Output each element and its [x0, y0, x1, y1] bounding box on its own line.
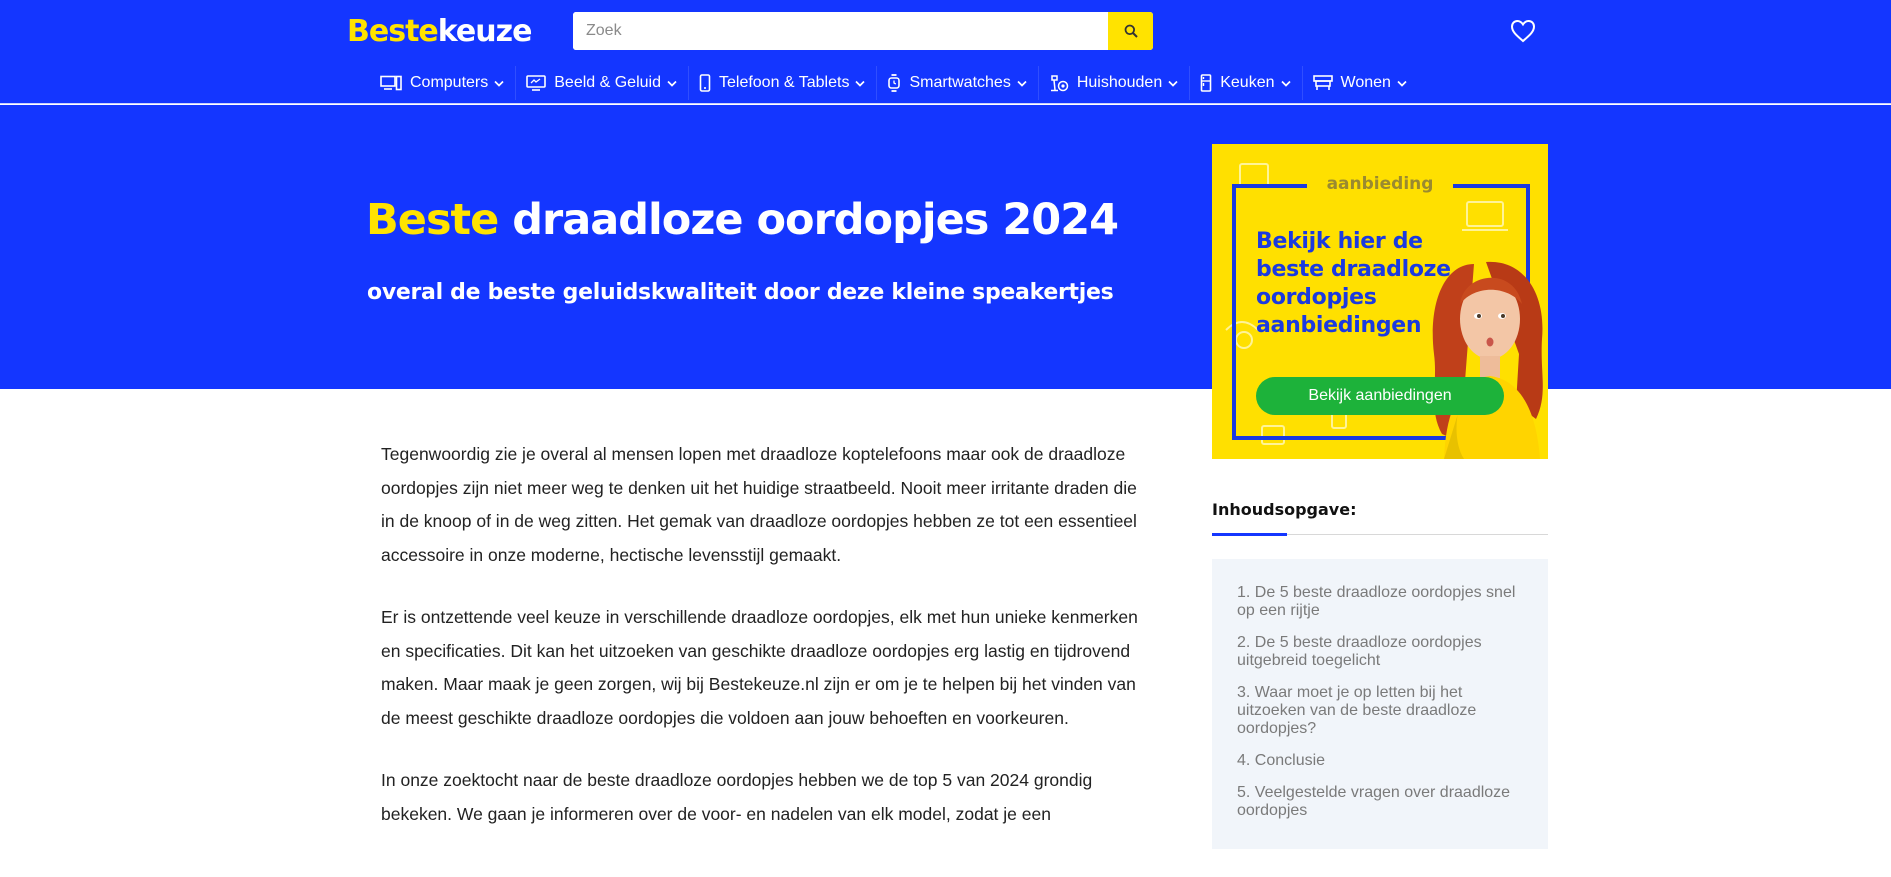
nav-label: Keuken [1220, 74, 1275, 91]
title-rest: draadloze oordopjes 2024 [512, 195, 1119, 245]
nav-label: Huishouden [1076, 74, 1163, 91]
nav-item-computers[interactable] [370, 66, 516, 100]
table-of-contents [1212, 559, 1548, 849]
logo-part-keuze: keuze [437, 14, 532, 49]
chevron-down-icon [1168, 80, 1178, 87]
nav-label: Wonen [1340, 74, 1391, 91]
page-subtitle: overal de beste geluidskwaliteit door deze kleine speakertjes [367, 280, 1114, 305]
search-bar [573, 12, 1153, 50]
toc-link[interactable]: 2. De 5 beste draadloze oordopjes uitgebreid toegelicht [1237, 634, 1482, 669]
search-icon [1124, 24, 1138, 38]
nav-item-beeld-geluid[interactable] [516, 66, 689, 100]
toc-link[interactable]: 3. Waar moet je op letten bij het uitzoeken van de beste draadloze oordopjes? [1237, 684, 1477, 737]
logo-part-beste: Beste [347, 14, 438, 49]
computer-icon [380, 75, 402, 91]
nav-label: Telefoon & Tablets [718, 74, 850, 91]
site-logo[interactable] [347, 14, 531, 50]
phone-icon [699, 74, 711, 92]
toc-link[interactable]: 1. De 5 beste draadloze oordopjes snel op een rijtje [1237, 584, 1516, 619]
chevron-down-icon [1397, 80, 1407, 87]
chevron-down-icon [855, 80, 865, 87]
household-icon [1049, 74, 1069, 92]
ad-tag-label: aanbieding [1307, 174, 1454, 194]
nav-item-keuken[interactable] [1190, 66, 1302, 100]
view-deals-button[interactable]: Bekijk aanbiedingen [1256, 377, 1504, 415]
nav-label: Beeld & Geluid [554, 74, 661, 91]
site-header [0, 0, 1891, 104]
heart-icon[interactable] [1510, 19, 1536, 43]
page-title [366, 195, 1118, 245]
main-nav [370, 66, 1418, 100]
nav-label: Computers [410, 74, 489, 91]
chevron-down-icon [667, 80, 677, 87]
article-paragraph: In onze zoektocht naar de beste draadloze oordopjes hebben we de top 5 van 2024 grondig bekeken. We gaan je informeren over de voor- en nadelen van elk model, zodat je een [381, 770, 1093, 824]
deals-ad-banner[interactable] [1212, 144, 1548, 459]
toc-link[interactable]: 4. Conclusie [1237, 752, 1326, 769]
ad-headline: Bekijk hier de beste draadloze oordopjes aanbiedingen [1256, 229, 1451, 338]
chevron-down-icon [494, 80, 504, 87]
toc-heading: Inhoudsopgave: [1212, 500, 1357, 519]
ad-tag [1212, 174, 1548, 194]
tv-icon [526, 75, 546, 91]
nav-item-smartwatches[interactable] [877, 66, 1038, 100]
nav-item-huishouden[interactable] [1039, 66, 1190, 100]
article-body [381, 438, 1155, 860]
chevron-down-icon [1017, 80, 1027, 87]
nav-item-wonen[interactable] [1303, 66, 1418, 100]
furniture-icon [1313, 75, 1333, 91]
woman-photo-icon [1424, 244, 1548, 459]
article-paragraph: Er is ontzettende veel keuze in verschillende draadloze oordopjes, elk met hun unieke kenmerken en specificaties. Dit kan het uitzoeken van geschikte draadloze oordopjes erg lastig en tijdrovend maken. Maar maak je geen zorgen, wij bij Bestekeuze.nl zijn er om je te helpen bij het vinden van de meest geschikte draadloze oordopjes die voldoen aan jouw behoeften en voorkeuren. [381, 607, 1138, 728]
fridge-icon [1200, 74, 1212, 92]
hero-banner [0, 105, 1891, 389]
watch-icon [887, 74, 901, 92]
article-paragraph: Tegenwoordig zie je overal al mensen lopen met draadloze koptelefoons maar ook de draadloze oordopjes zijn niet meer weg te denken uit het huidige straatbeeld. Nooit meer irritante draden die in de knoop of in de weg zitten. Het gemak van draadloze oordopjes hebben ze tot een essentieel accessoire in onze moderne, hectische levensstijl gemaakt. [381, 444, 1137, 565]
nav-label: Smartwatches [909, 74, 1011, 91]
search-input[interactable] [573, 12, 1108, 50]
chevron-down-icon [1281, 80, 1291, 87]
toc-link[interactable]: 5. Veelgestelde vragen over draadloze oordopjes [1237, 784, 1511, 819]
title-highlight: Beste [366, 195, 499, 245]
nav-item-telefoon-tablets[interactable] [689, 66, 877, 100]
search-button[interactable] [1108, 12, 1153, 50]
toc-divider-accent [1212, 533, 1287, 536]
